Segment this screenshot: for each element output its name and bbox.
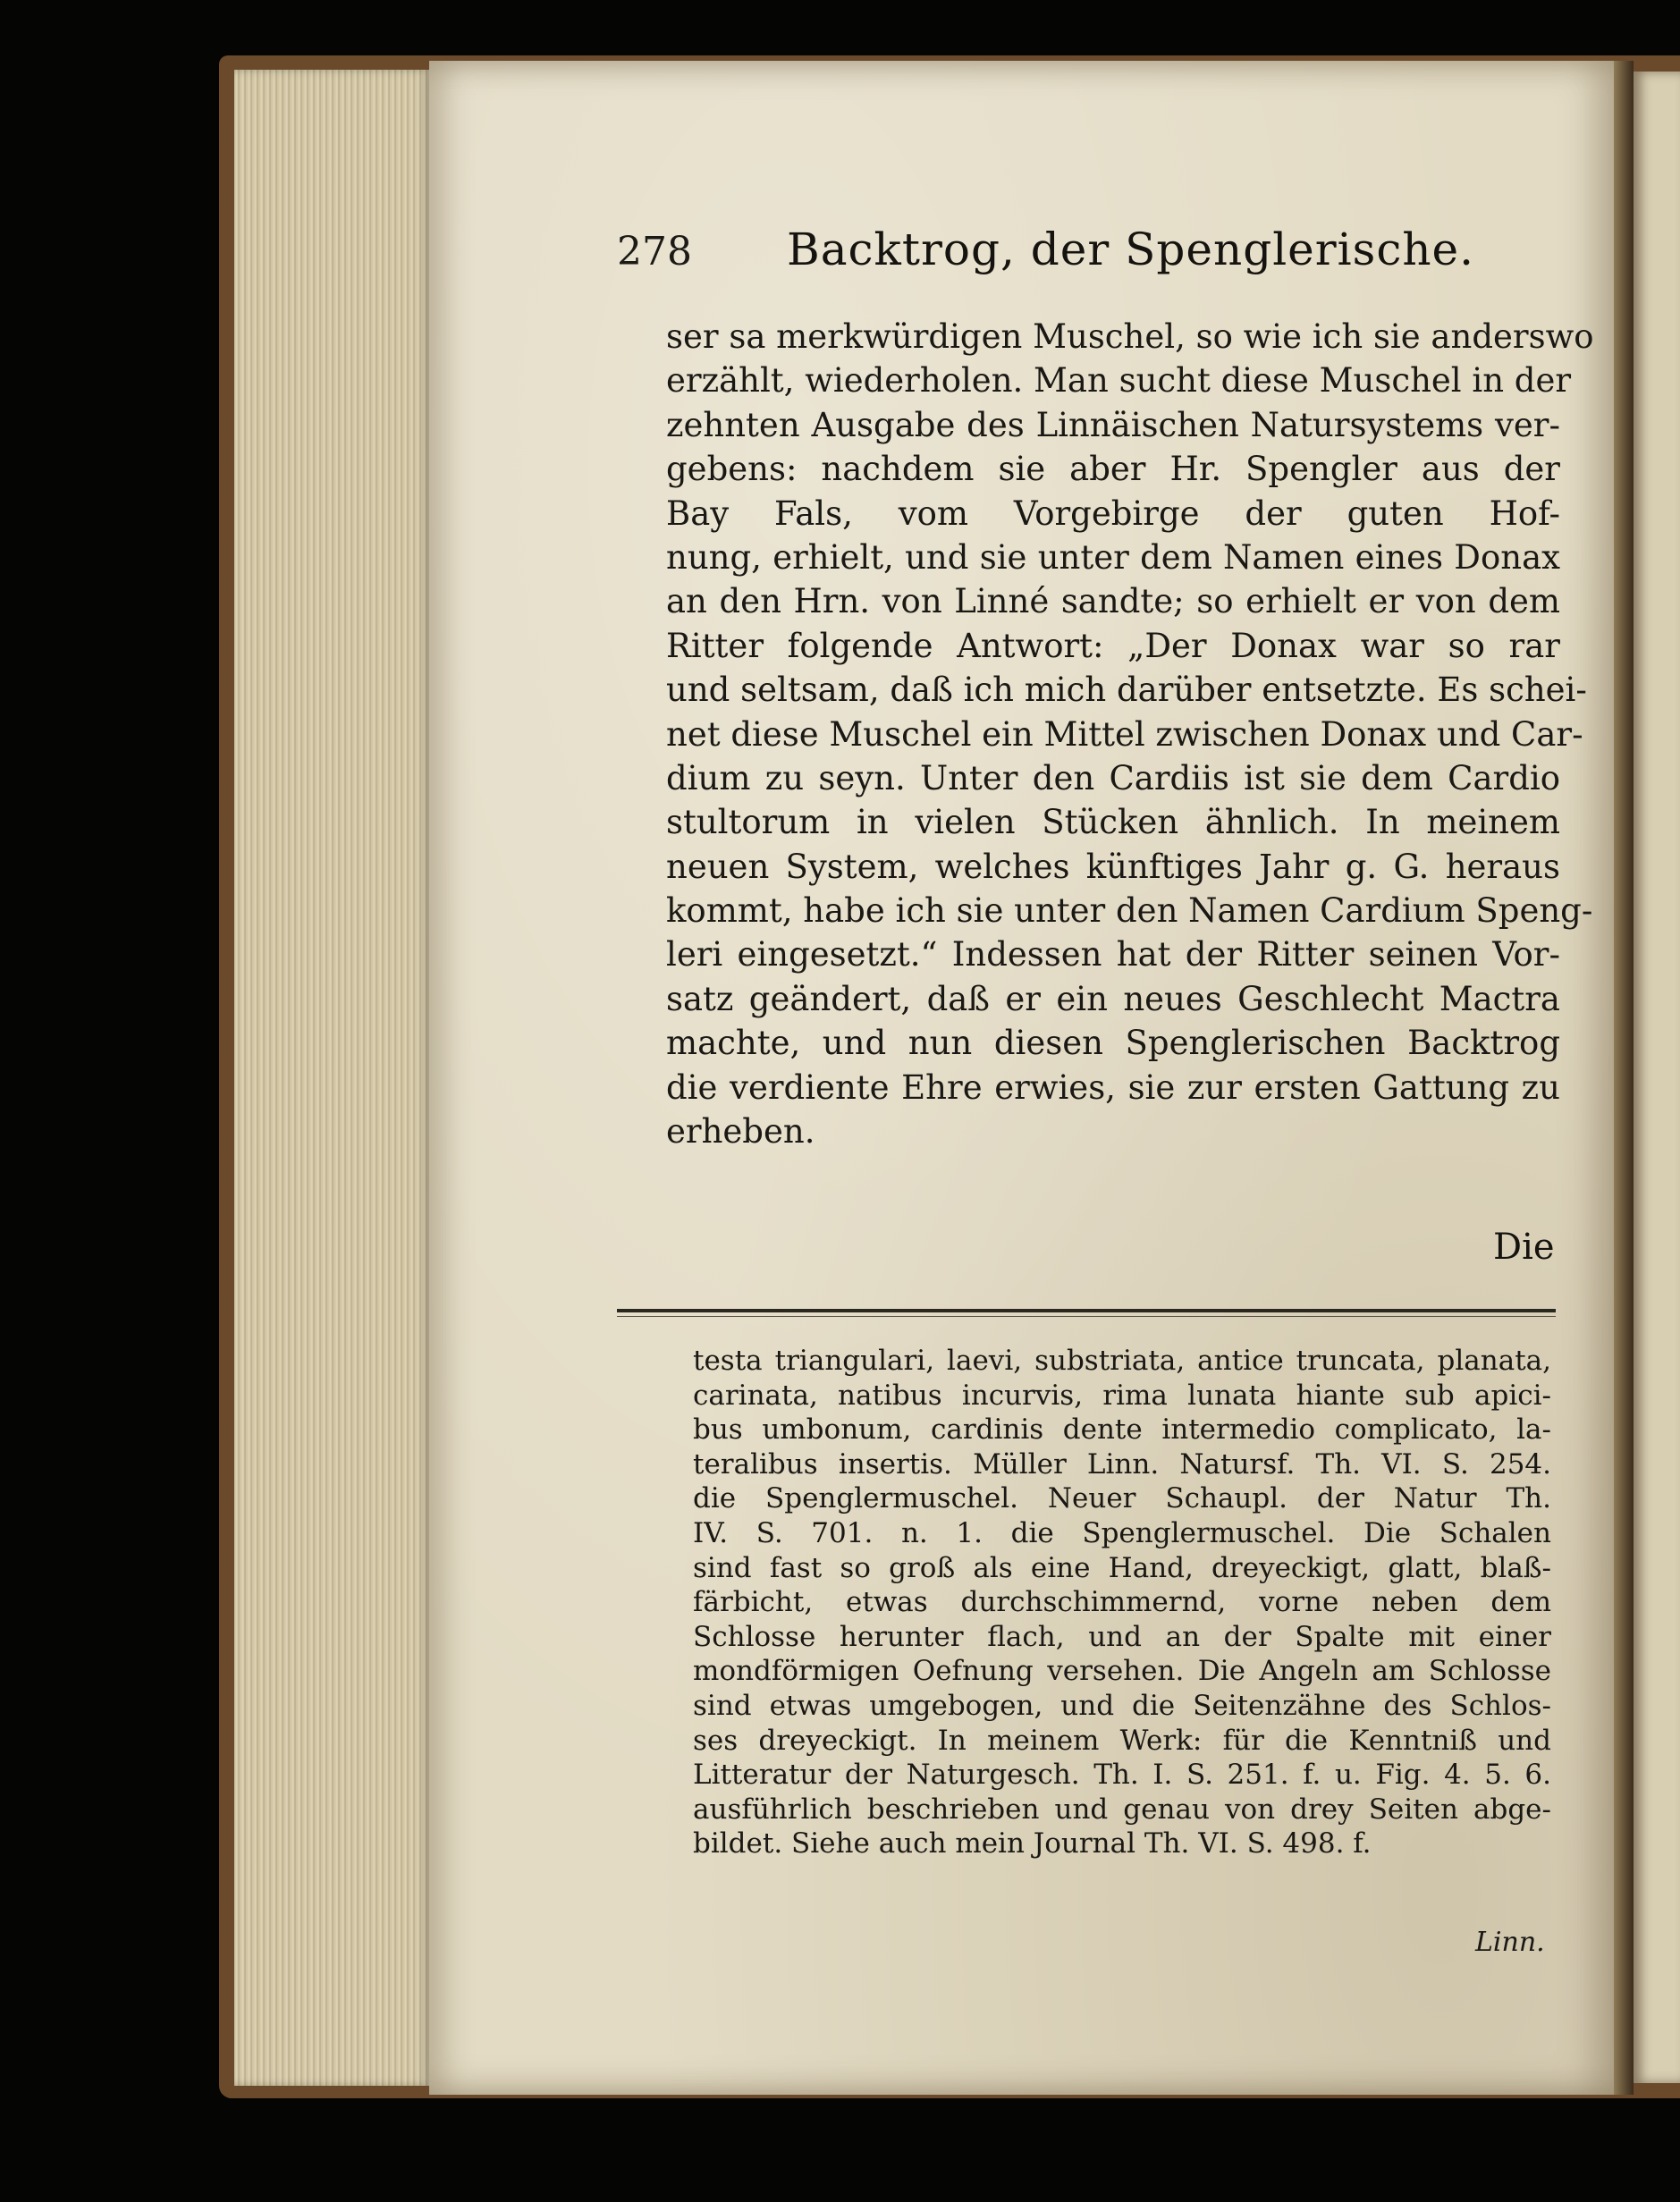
body-line: neuen System, welches künftiges Jahr g. G. heraus <box>666 847 1560 886</box>
body-line: ser sa merkwürdigen Muschel, so wie ich sie anderswo <box>666 317 1594 356</box>
footnote-line: testa triangulari, laevi, substriata, antice truncata, planata, <box>693 1345 1551 1377</box>
body-line: gebens: nachdem sie aber Hr. Spengler aus der <box>666 450 1560 489</box>
gutter-shadow <box>1614 61 1634 2095</box>
body-line: Bay Fals, vom Vorgebirge der guten Hof- <box>666 494 1560 533</box>
body-line: erheben. <box>666 1112 815 1152</box>
footnote <box>693 1344 1551 1861</box>
body-line: die verdiente Ehre erwies, sie zur ersten Gattung zu <box>666 1067 1560 1107</box>
body-line: machte, und nun diesen Spenglerischen Backtrog <box>666 1024 1560 1063</box>
page-number: 278 <box>617 229 692 274</box>
footnote-line: bus umbonum, cardinis dente intermedio complicato, la- <box>693 1413 1551 1447</box>
body-line: leri eingesetzt.“ Indessen hat der Ritter seinen Vor- <box>666 935 1560 974</box>
page-header <box>617 224 1520 286</box>
body-line: Ritter folgende Antwort: „Der Donax war so rar <box>666 626 1560 665</box>
footnote-catchword: Linn. <box>1475 1927 1545 1958</box>
footnote-line: carinata, natibus incurvis, rima lunata hiante sub apici- <box>693 1379 1551 1412</box>
catchword: Die <box>1493 1227 1555 1268</box>
body-line: nung, erhielt, und sie unter dem Namen eines Donax <box>666 537 1560 577</box>
body-line: dium zu seyn. Unter den Cardiis ist sie dem Cardio <box>666 758 1560 797</box>
page-edges <box>234 70 431 2086</box>
body-line: kommt, habe ich sie unter den Namen Cardium Speng- <box>666 891 1593 931</box>
footnote-line: bildet. Siehe auch mein Journal Th. VI. S. 498. f. <box>693 1827 1372 1860</box>
footnote-line: färbicht, etwas durchschimmernd, vorne neben dem <box>693 1586 1551 1619</box>
footnote-line: IV. S. 701. n. 1. die Spenglermuschel. Die Schalen <box>693 1516 1551 1549</box>
running-title: Backtrog, der Spenglerische. <box>787 224 1475 275</box>
footnote-line: Schlosse herunter flach, und an der Spalte mit einer <box>693 1620 1551 1653</box>
footnote-line: mondförmigen Oefnung versehen. Die Angeln am Schlosse <box>693 1655 1551 1688</box>
body-line: erzählt, wiederholen. Man sucht diese Muschel in der <box>666 361 1572 401</box>
footnote-line: sind etwas umgebogen, und die Seitenzähne des Schlos- <box>693 1689 1551 1722</box>
footnote-line: Litteratur der Naturgesch. Th. I. S. 251. f. u. Fig. 4. 5. 6. <box>693 1759 1551 1792</box>
footnote-line: ses dreyeckigt. In meinem Werk: für die Kenntniß und <box>693 1724 1551 1757</box>
body-line: an den Hrn. von Linné sandte; so erhielt er von dem <box>666 582 1560 621</box>
body-line: satz geändert, daß er ein neues Geschlecht Mactra <box>666 979 1560 1018</box>
footnote-divider-thin <box>617 1316 1556 1317</box>
footnote-line: die Spenglermuschel. Neuer Schaupl. der Natur Th. <box>693 1482 1551 1515</box>
body-text <box>666 315 1594 1153</box>
footnote-divider <box>617 1309 1556 1312</box>
body-line: zehnten Ausgabe des Linnäischen Natursystems ver- <box>666 405 1560 444</box>
footnote-line: sind fast so groß als eine Hand, dreyeckigt, glatt, blaß- <box>693 1551 1551 1584</box>
body-line: und seltsam, daß ich mich darüber entsetzte. Es schei- <box>666 671 1587 710</box>
facing-page-edge <box>1634 72 1680 2083</box>
footnote-line: teralibus insertis. Müller Linn. Natursf. Th. VI. S. 254. <box>693 1447 1551 1481</box>
body-line: net diese Muschel ein Mittel zwischen Donax und Car- <box>666 714 1583 754</box>
body-line: stultorum in vielen Stücken ähnlich. In meinem <box>666 803 1560 842</box>
footnote-line: ausführlich beschrieben und genau von drey Seiten abge- <box>693 1793 1551 1826</box>
